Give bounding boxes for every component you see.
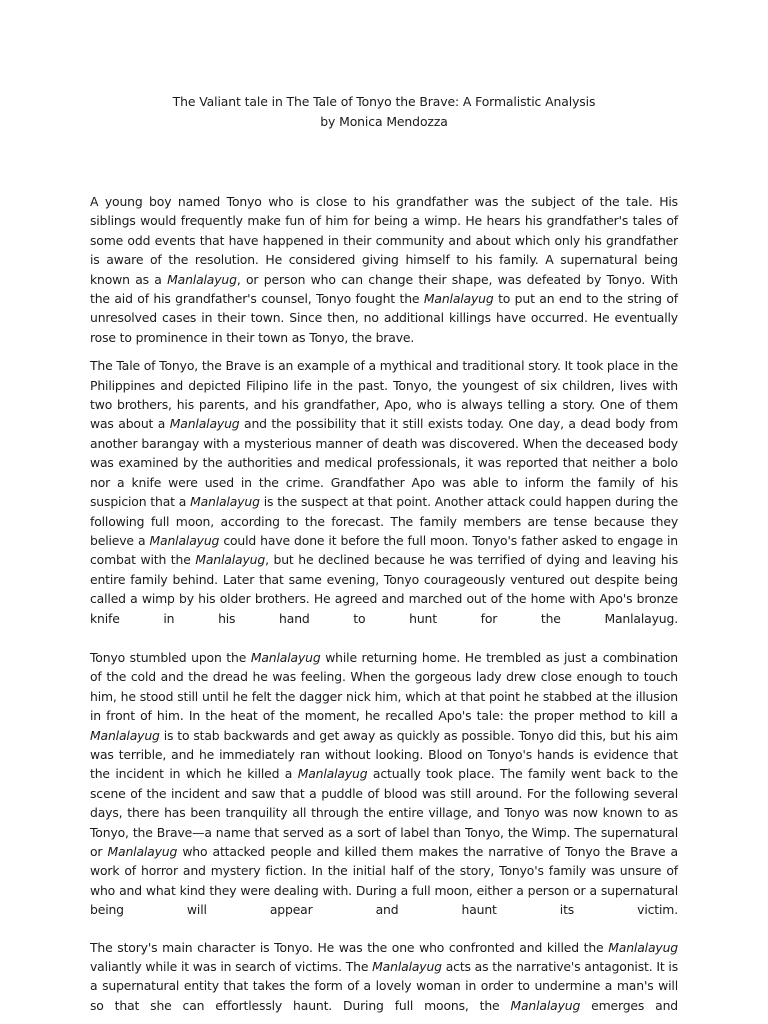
- text-run: is to stab backwards and get away as quickly as possible. Tonyo did this, but his aim was terrible, and he immediately ran without looking. Blood on Tonyo's hands is evidence that the incident in which he killed a: [90, 727, 678, 782]
- italic-term: Manlalayug: [423, 291, 494, 307]
- text-run: and the possibility that it still exists today. One day, a dead body from another barangay with a mysterious manner of death was discovered. When the deceased body was examined by the authorities and medical professionals, it was reported that neither a bolo nor a knife were used in the crime. Grandfather Apo was able to inform the family of his suspicion that a: [90, 416, 678, 510]
- italic-term: Manlalayug: [297, 766, 368, 782]
- italic-term: Manlalayug: [90, 727, 160, 743]
- title-block: [90, 92, 678, 132]
- text-run: acts as the narrative's antagonist. It is a supernatural entity that takes the form of a lovely woman in order to undermine a man's will so that she can effortlessly haunt. During full moons, the: [90, 959, 678, 1013]
- italic-term: Manlalayug: [149, 532, 220, 548]
- italic-term: Manlalayug: [372, 959, 442, 975]
- italic-term: Manlalayug: [195, 552, 266, 568]
- text-run: while returning home. He trembled as just a combination of the cold and the dread he was feeling. When the gorgeous lady drew close enough to touch him, he stood still until he felt the dagger nick him, which at that point he stabbed at the illusion in front of him. In the heat of the moment, he recalled Apo's tale: the proper method to kill a: [90, 649, 679, 724]
- italic-term: Manlalayug: [510, 997, 581, 1013]
- paragraph-1: [90, 192, 678, 347]
- text-run: emerges and: [580, 997, 678, 1013]
- paragraph-4: [90, 938, 678, 1016]
- text-run: , but he declined because he was terrified of dying and leaving his entire family behind. Later that same evening, Tonyo courageously ventured out despite being called a wimp by his older brothers. He agreed and marched out of the home with Apo's bronze knife in his hand to hunt for the Manlalayug.: [90, 552, 679, 626]
- document-author: by Monica Mendozza: [320, 114, 448, 129]
- text-run: valiantly while it was in search of victims. The: [90, 959, 373, 975]
- paragraph-3: [90, 648, 678, 920]
- italic-term: Manlalayug: [167, 271, 237, 287]
- italic-term: Manlalayug: [190, 494, 260, 510]
- text-run: The story's main character is Tonyo. He was the one who confronted and killed the: [90, 939, 609, 955]
- text-run: , or person who can change their shape, was defeated by Tonyo. With the aid of his grandfather's counsel, Tonyo fought the: [90, 271, 678, 307]
- text-run: to put an end to the string of unresolved cases in their town. Since then, no additional killings have occurred. He eventually rose to prominence in their town as Tonyo, the brave.: [90, 291, 678, 345]
- italic-term: Manlalayug: [608, 939, 678, 955]
- text-run: A young boy named Tonyo who is close to his grandfather was the subject of the tale. His siblings would frequently make fun of him for being a wimp. He hears his grandfather's tales of some odd events that have happened in their community and about which only his grandfather is aware of the resolution. He considered giving himself to his family. A supernatural being known as a: [90, 194, 678, 287]
- text-run: The Tale of Tonyo, the Brave is an example of a mythical and traditional story. It took place in the Philippines and depicted Filipino life in the past. Tonyo, the youngest of six children, lives with two brothers, his parents, and his grandfather, Apo, who is always telling a story. One of them was about a: [90, 358, 678, 432]
- text-run: is the suspect at that point. Another attack could happen during the following full moon, according to the forecast. The family members are tense because they believe a: [90, 494, 678, 548]
- italic-term: Manlalayug: [169, 416, 240, 432]
- text-run: who attacked people and killed them makes the narrative of Tonyo the Brave a work of horror and mystery fiction. In the initial half of the story, Tonyo's family was unsure of who and what kind they were dealing with. During a full moon, either a person or a supernatural being will appear and haunt its victim.: [90, 844, 679, 918]
- paragraph-2: [90, 356, 678, 628]
- text-run: Tonyo stumbled upon the: [90, 649, 251, 665]
- document-title: The Valiant tale in The Tale of Tonyo the Brave: A Formalistic Analysis: [172, 94, 596, 109]
- text-run: actually took place. The family went back to the scene of the incident and saw that a puddle of blood was still around. For the following several days, there has been tranquility all through the entire village, and Tonyo was now known to as Tonyo, the Brave—a name that served as a sort of label than Tonyo, the Wimp. The supernatural or: [90, 766, 678, 859]
- italic-term: Manlalayug: [250, 649, 321, 665]
- italic-term: Manlalayug: [107, 844, 178, 859]
- text-run: could have done it before the full moon. Tonyo's father asked to engage in combat with the: [90, 532, 678, 568]
